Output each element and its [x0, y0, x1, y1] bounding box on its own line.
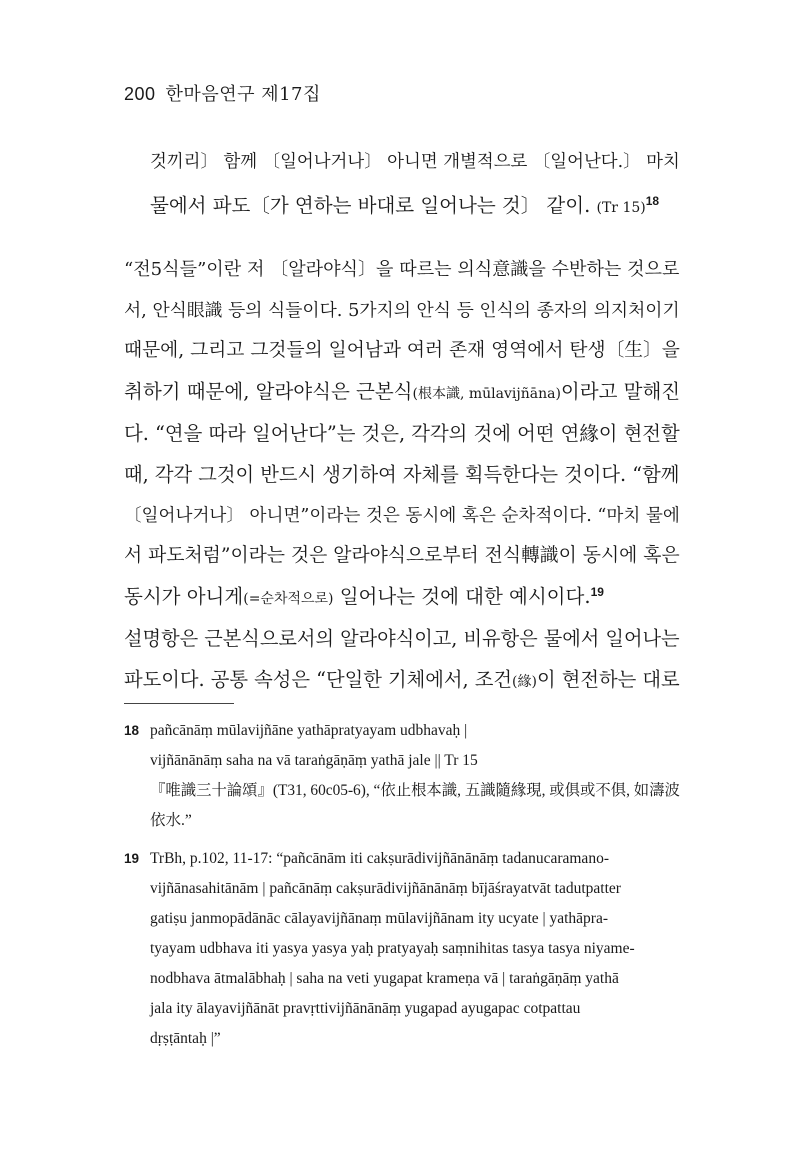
footnote-ref-19[interactable]: 19 [590, 584, 604, 599]
body-line: 다. “연을 따라 일어난다”는 것은, 각각의 것에 어떤 연緣이 현전할 [124, 422, 680, 446]
body-line [124, 577, 680, 620]
body-text-segment: 이라고 말해진 [560, 379, 681, 403]
footnote-line: nodbhava ātmalābhaḥ | saha na veti yugapat krameṇa vā | taraṅgāṇāṃ yathā [150, 970, 619, 987]
footnote-line: dṛṣṭāntaḥ |” [150, 1030, 221, 1047]
footnote-line: pañcānāṃ mūlavijñāne yathāpratyayam udbhavaḥ | [150, 722, 468, 739]
body-line: 서 파도처럼”이라는 것은 알라야식으로부터 전식轉識이 동시에 혹은 [124, 545, 680, 567]
footnote-line: vijñānasahitānām | pañcānāṃ cakṣurādivijñānānāṃ bījāśrayatvāt tadutpatter [150, 880, 621, 897]
running-header [124, 80, 321, 106]
footnote-number: 18 [124, 723, 140, 738]
journal-title: 한마음연구 제17집 [165, 84, 321, 105]
footnote-line: tyayam udbhava iti yasya yasya yaḥ pratyayaḥ saṃnihitas tasya tasya niyame- [150, 940, 635, 957]
footnote-line: vijñānānāṃ saha na vā taraṅgāṇāṃ yathā jale || Tr 15 [150, 752, 478, 769]
term-gloss: (=순차적으로) [243, 590, 334, 607]
quote-line [150, 184, 680, 230]
quote-line: 것끼리〕 함께 〔일어나거나〕 아니면 개별적으로 〔일어난다.〕 마치 [150, 152, 680, 172]
footnote-line: jala ity ālayavijñānāt pravṛttivijñānānāṃ yugapad ayugapac cotpattau [150, 1000, 581, 1017]
footnote-ref-18[interactable]: 18 [645, 194, 660, 208]
block-quote [150, 140, 680, 230]
term-gloss: (緣) [512, 673, 537, 690]
footnote-divider [124, 703, 234, 704]
body-line: 〔일어나거나〕 아니면”이라는 것은 동시에 혹은 순차적이다. “마치 물에 [124, 505, 680, 526]
body-text-segment: 이 현전하는 대로 [536, 667, 680, 691]
body-text [124, 250, 680, 703]
page-number: 200 [124, 84, 156, 104]
body-text-segment: 일어나는 것에 대한 예시이다. [333, 584, 591, 608]
body-text-segment: 파도이다. 공통 속성은 “단일한 기체에서, 조건 [124, 667, 513, 691]
footnote-19 [124, 844, 680, 1054]
body-line: 설명항은 근본식으로서의 알라야식이고, 비유항은 물에서 일어나는 [124, 627, 680, 651]
footnote-number: 19 [124, 851, 140, 866]
footnotes [124, 716, 680, 1054]
body-text-segment: 취하기 때문에, 알라야식은 근본식 [124, 379, 413, 403]
body-line: 서, 안식眼識 등의 식들이다. 5가지의 안식 등 인식의 종자의 의지처이기 [124, 299, 680, 321]
footnote-line: 依水.” [150, 812, 192, 829]
body-line [124, 372, 680, 415]
footnote-18 [124, 716, 680, 836]
footnote-line: 『唯識三十論頌』(T31, 60c05-6), “依止根本識, 五識隨緣現, 或俱或不俱, 如濤波 [150, 782, 680, 799]
body-line: 때, 각각 그것이 반드시 생기하여 자체를 획득한다는 것이다. “함께 [124, 462, 680, 486]
citation: (Tr 15) [596, 200, 646, 216]
body-line: 때문에, 그리고 그것들의 일어남과 여러 존재 영역에서 탄생〔生〕을 [124, 340, 680, 362]
footnote-line: gatiṣu janmopādānāc cālayavijñānaṃ mūlavijñānam ity ucyate | yathāpra- [150, 910, 609, 927]
body-text-segment: 동시가 아니게 [124, 584, 244, 608]
term-gloss: (根本識, mūlavijñāna) [412, 385, 561, 402]
body-line [124, 660, 680, 703]
body-line: “전5식들”이란 저 〔알라야식〕을 따르는 의식意識을 수반하는 것으로 [124, 259, 680, 280]
quote-text: 물에서 파도〔가 연하는 바대로 일어나는 것〕 같이. [150, 194, 591, 217]
footnote-line: TrBh, p.102, 11-17: “pañcānām iti cakṣurādivijñānānāṃ tadanucaramano- [150, 850, 609, 867]
